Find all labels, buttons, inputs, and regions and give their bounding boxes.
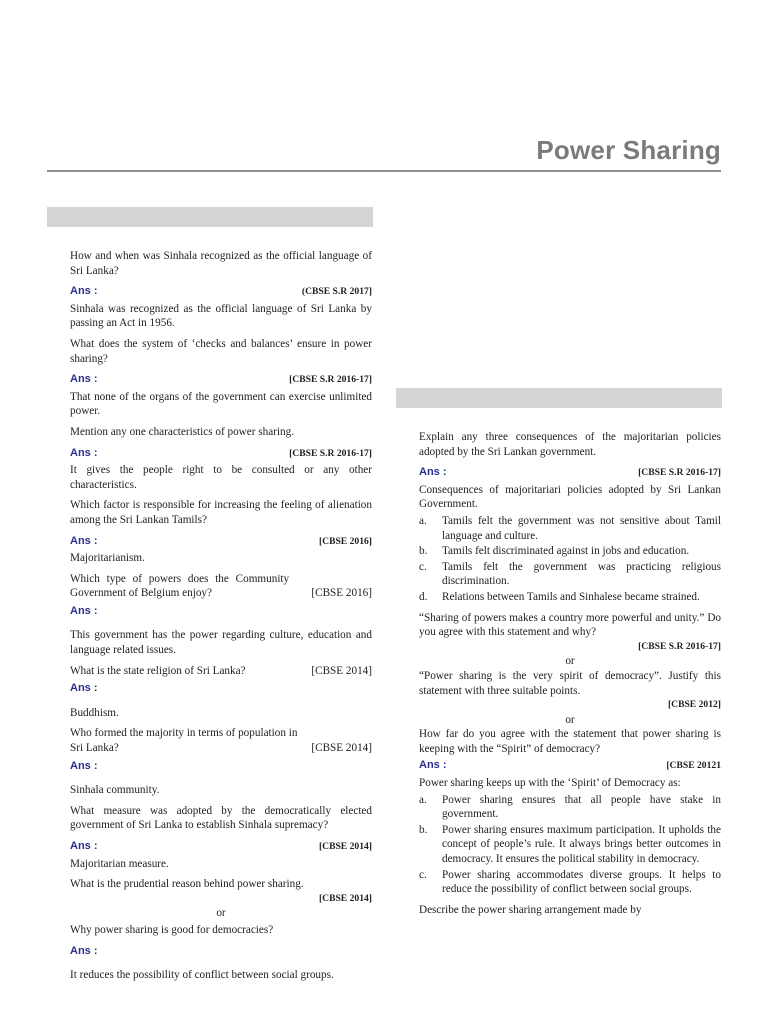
exam-reference: [CBSE 2014] [318, 892, 372, 904]
answer-header-5 [70, 604, 372, 619]
exam-reference: [CBSE 2016] [311, 587, 372, 600]
exam-reference: [CBSE 2014] [311, 742, 372, 755]
list-item: a. Tamils felt the government was not sensitive about Tamil language and culture. [419, 514, 721, 542]
question-1: How and when was Sinhala recognized as the official language of Sri Lanka? [70, 250, 372, 277]
answer-header-4 [70, 534, 372, 550]
exam-reference: [CBSE S.R 2016-17] [289, 447, 372, 459]
section-heading-bar-right [396, 388, 722, 408]
answer-label: Ans : [70, 840, 98, 852]
answer-10-intro: Consequences of majoritariari policies adopted by Sri Lankan Government. [419, 483, 721, 511]
list-item: c. Tamils felt the government was practicing religious discrimination. [419, 560, 721, 588]
answer-label: Ans : [70, 682, 98, 695]
page-title: Power Sharing [536, 135, 721, 165]
question-8: What measure was adopted by the democratically elected government of Sri Lanka to establish Sinhala supremacy? [70, 804, 372, 832]
exam-reference: (CBSE S.R 2017] [301, 286, 372, 298]
answer-label: Ans : [70, 446, 98, 459]
question-7 [70, 726, 372, 755]
answer-header-2 [70, 372, 372, 388]
exam-reference: [CBSE 2016] [318, 535, 372, 547]
exam-reference: [CBSE S.R 2016-17] [638, 640, 721, 652]
question-12: Describe the power sharing arrangement made by [419, 903, 642, 916]
question-4: Which factor is responsible for increasing the feeling of alienation among the Sri Lankan Tamils? [70, 499, 372, 526]
left-column [70, 249, 372, 989]
list-item: d. Relations between Tamils and Sinhalese became strained. [419, 590, 700, 603]
answer-9: It reduces the possibility of conflict between social groups. [70, 969, 334, 982]
answer-label: Ans : [419, 759, 447, 772]
list-item: a. Power sharing ensures that all people have stake in government. [419, 793, 721, 821]
exam-reference: [CBSE 2014] [318, 841, 372, 852]
question-6-text: What is the state religion of Sri Lanka? [70, 664, 246, 677]
answer-header-7 [70, 759, 372, 774]
question-7-line-2: Sri Lanka? [70, 742, 119, 755]
question-9-alternate: Why power sharing is good for democracies? [70, 923, 274, 936]
answer-header-10 [419, 465, 721, 481]
exam-reference: [CBSE S.R 2016-17] [638, 467, 721, 479]
question-5-line-2: Government of Belgium enjoy? [70, 587, 212, 600]
question-11-alternate-2: How far do you agree with the statement that power sharing is keeping with the “Spirit” of democracy? [419, 728, 721, 755]
answer-label: Ans : [70, 534, 98, 547]
question-7-line-1: Who formed the majority in terms of population in [70, 727, 298, 740]
answer-8: Majoritarian measure. [70, 857, 169, 870]
section-heading-bar-left [47, 207, 373, 227]
answer-header-8 [70, 839, 372, 855]
answer-label: Ans : [419, 466, 447, 479]
exam-reference: [CBSE 2012] [667, 699, 721, 711]
question-11-alternate-1: “Power sharing is the very spirit of democracy”. Justify this statement with three suitable points. [419, 669, 721, 697]
exam-reference: [CBSE 20121 [666, 760, 721, 772]
or-separator: or [565, 713, 575, 726]
answer-header-11 [419, 758, 721, 774]
answer-label: Ans : [70, 604, 98, 617]
answer-label: Ans : [70, 373, 98, 386]
list-item: c. Power sharing accommodates diverse groups. It helps to reduce the possibility of conflict between social groups. [419, 868, 721, 896]
list-item: b. Tamils felt discriminated against in jobs and education. [419, 545, 690, 558]
question-6 [70, 664, 372, 679]
answer-7: Sinhala community. [70, 784, 160, 797]
answer-header-1 [70, 284, 372, 300]
header-rule [47, 170, 721, 172]
answer-2: That none of the organs of the government can exercise unlimited power. [70, 390, 372, 418]
answer-11-intro: Power sharing keeps up with the ‘Spirit’ of Democracy as: [419, 777, 681, 790]
answer-6: Buddhism. [70, 706, 119, 719]
answer-label: Ans : [70, 285, 98, 298]
or-separator: or [216, 907, 226, 920]
answer-1: Sinhala was recognized as the official language of Sri Lanka by passing an Act in 1956. [70, 302, 372, 330]
question-11: “Sharing of powers makes a country more powerful and unity.” Do you agree with this statement and why? [419, 611, 721, 639]
question-3: Mention any one characteristics of power sharing. [70, 425, 294, 438]
answer-label: Ans : [70, 944, 98, 957]
answer-4: Majoritarianism. [70, 552, 145, 565]
answer-10-list [419, 514, 721, 605]
answer-header-6 [70, 681, 372, 696]
question-5-line-1: Which type of powers does the Community [70, 572, 290, 585]
answer-label: Ans : [70, 759, 98, 772]
right-column [419, 430, 721, 923]
answer-header-9 [70, 944, 372, 959]
question-2: What does the system of ‘checks and balances’ ensure in power sharing? [70, 337, 372, 365]
question-5 [70, 572, 372, 601]
answer-3: It gives the people right to be consulted or any other characteristics. [70, 464, 372, 491]
question-10: Explain any three consequences of the majoritarian policies adopted by the Sri Lankan government. [419, 431, 721, 458]
exam-reference: [CBSE S.R 2016-17] [289, 374, 372, 386]
or-separator: or [565, 655, 575, 668]
answer-header-3 [70, 446, 372, 462]
list-item: b. Power sharing ensures maximum participation. It upholds the concept of people’s rule. It always brings better outcomes in democracy. It ensures the political stability in democracy. [419, 823, 721, 866]
answer-11-list [419, 793, 721, 897]
answer-5: This government has the power regarding culture, education and language related issues. [70, 629, 372, 657]
exam-reference: [CBSE 2014] [311, 664, 372, 677]
question-9: What is the prudential reason behind power sharing. [70, 878, 304, 891]
